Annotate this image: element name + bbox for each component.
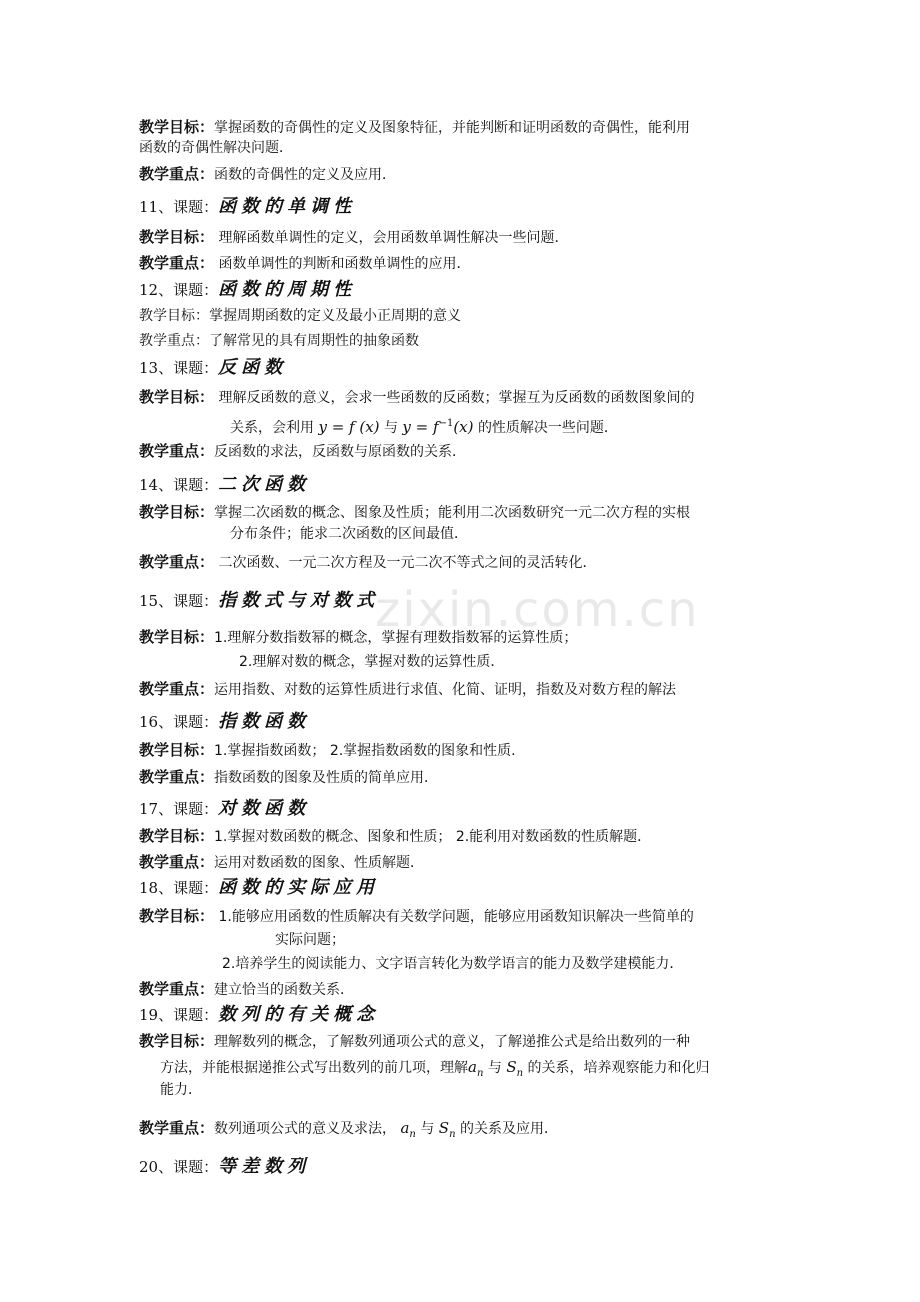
lesson-18-heading: 18、课题：函数的实际应用 <box>139 877 380 898</box>
intro-goal: 教学目标：掌握函数的奇偶性的定义及图象特征，并能判断和证明函数的奇偶性，能利用 <box>139 118 691 136</box>
formula-inverse-function: $y = f^{-1}(x)$ <box>402 418 474 436</box>
lesson-17-focus: 教学重点：运用对数函数的图象、性质解题． <box>139 853 425 871</box>
lesson-16-goal: 教学目标：1.掌握指数函数； 2.掌握指数函数的图象和性质. <box>139 741 516 759</box>
lesson-19-heading: 19、课题：数列的有关概念 <box>139 1004 380 1025</box>
lesson-15-focus: 教学重点：运用指数、对数的运算性质进行求值、化简、证明，指数及对数方程的解法 <box>139 680 677 698</box>
lesson-12-goal: 教学目标：掌握周期函数的定义及最小正周期的意义 <box>139 308 461 324</box>
lesson-19-goal: 教学目标：理解数列的概念，了解数列通项公式的意义，了解递推公式是给出数列的一种 <box>139 1032 691 1050</box>
lesson-14-focus: 教学重点： 二次函数、一元二次方程及一元二次不等式之间的灵活转化． <box>139 553 597 571</box>
lesson-14-goal-cont: 分布条件；能求二次函数的区间最值． <box>230 526 468 542</box>
formula-function: y = f (x) <box>318 418 380 436</box>
lesson-19-goal-end: 能力． <box>160 1082 202 1098</box>
lesson-18-focus: 教学重点：建立恰当的函数关系． <box>139 980 355 998</box>
lesson-17-heading: 17、课题：对数函数 <box>139 798 311 819</box>
formula-an: $a_n$ <box>468 1058 484 1079</box>
lesson-19-focus: 教学重点：数列通项公式的意义及求法， $a_n$ 与 $S_n$ 的关系及应用． <box>139 1119 558 1140</box>
lesson-13-goal-cont: 关系，会利用 y = f (x) 与 $y = f^{-1}(x)$ 的性质解决一些问题． <box>230 418 618 436</box>
lesson-18-goal-cont: 实际问题； <box>275 932 345 948</box>
lesson-15-heading: 15、课题：指数式与对数式 <box>139 590 380 611</box>
lesson-12-heading: 12、课题：函数的周期性 <box>139 279 357 300</box>
formula-an: $a_n$ <box>400 1119 416 1140</box>
formula-sn: $S_n$ <box>506 1058 524 1079</box>
intro-focus: 教学重点：函数的奇偶性的定义及应用． <box>139 165 397 183</box>
lesson-15-goal-cont: 2.理解对数的概念，掌握对数的运算性质． <box>239 654 505 670</box>
lesson-16-heading: 16、课题：指数函数 <box>139 711 311 732</box>
lesson-12-focus: 教学重点：了解常见的具有周期性的抽象函数 <box>139 333 419 349</box>
lesson-11-heading: 11、课题：函数的单调性 <box>139 196 357 217</box>
lesson-18-goal-2: 2.培养学生的阅读能力、文字语言转化为数学语言的能力及数学建模能力． <box>222 956 684 972</box>
lesson-13-heading: 13、课题：反函数 <box>139 357 288 378</box>
lesson-18-goal: 教学目标： 1.能够应用函数的性质解决有关数学问题，能够应用函数知识解决一些简单的 <box>139 907 694 925</box>
lesson-11-goal: 教学目标： 理解函数单调性的定义，会用函数单调性解决一些问题． <box>139 228 569 246</box>
lesson-13-goal: 教学目标： 理解反函数的意义，会求一些函数的反函数；掌握互为反函数的函数图象间的 <box>139 388 695 406</box>
lesson-19-goal-cont: 方法，并能根据递推公式写出数列的前几项，理解$a_n$ 与 $S_n$ 的关系，培养观察能力和化归 <box>160 1058 710 1079</box>
formula-sn: $S_n$ <box>438 1119 456 1140</box>
lesson-14-heading: 14、课题：二次函数 <box>139 474 311 495</box>
intro-goal-cont: 函数的奇偶性解决问题． <box>139 140 293 156</box>
lesson-15-goal: 教学目标：1.理解分数指数幂的概念，掌握有理数指数幂的运算性质； <box>139 628 578 646</box>
watermark: zixin.com.cn <box>375 582 700 638</box>
lesson-16-focus: 教学重点：指数函数的图象及性质的简单应用． <box>139 768 439 786</box>
lesson-11-focus: 教学重点： 函数单调性的判断和函数单调性的应用． <box>139 254 471 272</box>
lesson-14-goal: 教学目标：掌握二次函数的概念、图象及性质；能利用二次函数研究一元二次方程的实根 <box>139 503 691 521</box>
lesson-20-heading: 20、课题：等差数列 <box>139 1156 311 1177</box>
lesson-13-focus: 教学重点：反函数的求法，反函数与原函数的关系． <box>139 442 467 460</box>
lesson-17-goal: 教学目标：1.掌握对数函数的概念、图象和性质； 2.能利用对数函数的性质解题． <box>139 827 652 845</box>
